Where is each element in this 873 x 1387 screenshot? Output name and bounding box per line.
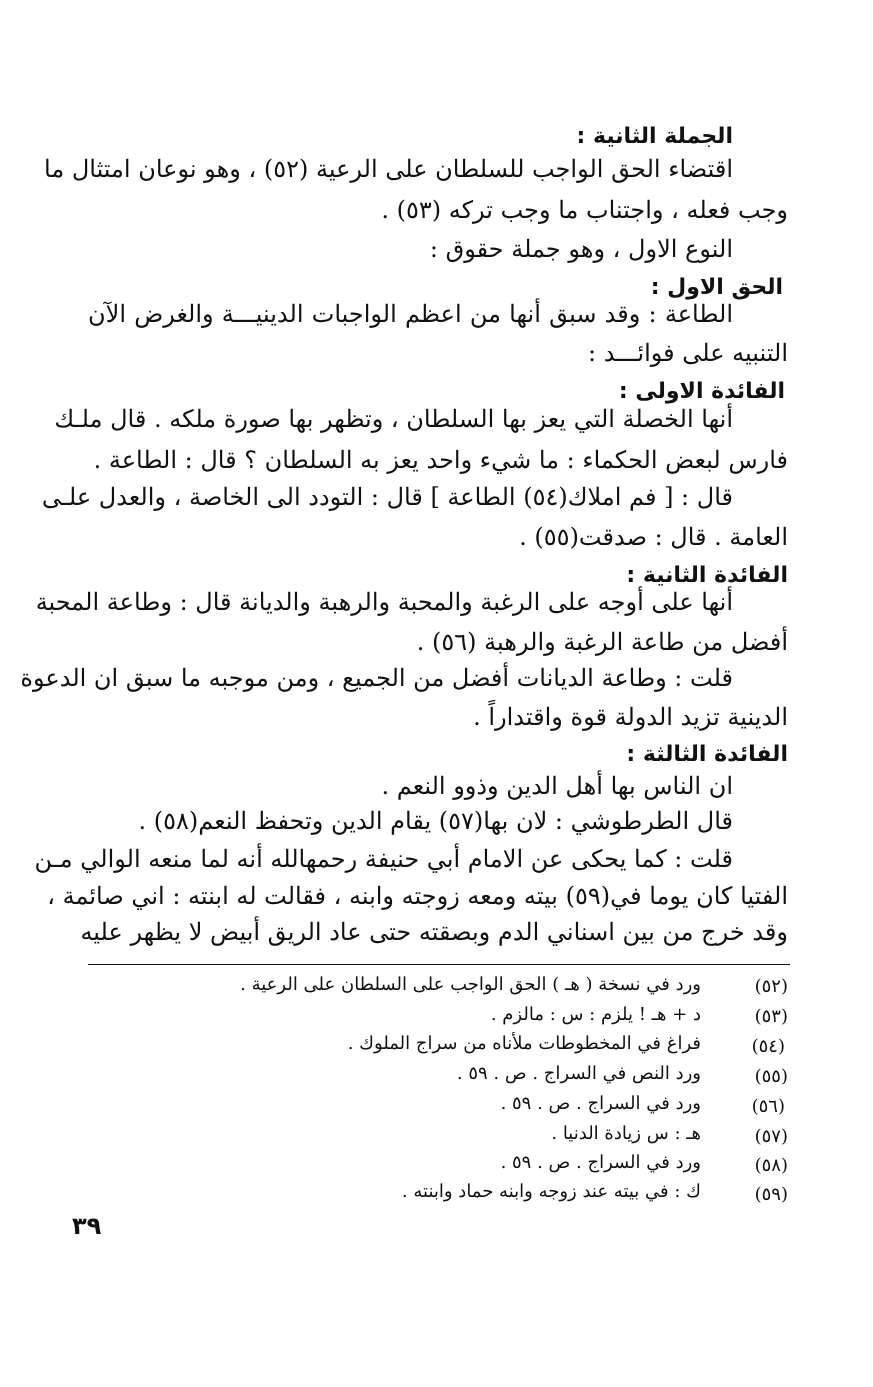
text-line: وقد خرج من بين اسناني الدم وبصقته حتى عاد الريق أبيض لا يظهر عليه (80, 918, 788, 946)
footnote-text: فراغ في المخطوطات ملأناه من سراج الملوك . (347, 1033, 701, 1054)
section-heading: الفائدة الثانية : (626, 563, 788, 588)
footnote-number: (٥٩) (754, 1184, 788, 1205)
footnote-text: ورد في نسخة ( هـ ) الحق الواجب على السلطان على الرعية . (240, 974, 701, 995)
text-line: قال : [ فم املاك(٥٤) الطاعة ] قال : التودد الى الخاصة ، والعدل علـى (41, 483, 733, 511)
text-line: قلت : وطاعة الديانات أفضل من الجميع ، ومن موجبه ما سبق ان الدعوة (20, 664, 733, 692)
text-line: العامة . قال : صدقت(٥٥) . (519, 523, 788, 551)
text-line: النوع الاول ، وهو جملة حقوق : (429, 235, 733, 263)
footnote-text: ورد في السراج . ص . ٥٩ . (500, 1152, 701, 1173)
footnote-text: ك : في بيته عند زوجه وابنه حماد وابنته . (401, 1181, 701, 1202)
footnote-number: (٥٨) (754, 1155, 788, 1176)
text-line: أنها الخصلة التي يعز بها السلطان ، وتظهر بها صورة ملكه . قال ملـك (54, 405, 733, 433)
section-heading: الحق الاول : (650, 275, 783, 300)
text-line: وجب فعله ، واجتناب ما وجب تركه (٥٣) . (381, 196, 788, 224)
footnote-number: (٥٣) (754, 1006, 788, 1027)
footnote-number: (٥٧) (754, 1126, 788, 1147)
text-line: أفضل من طاعة الرغبة والرهبة (٥٦) . (416, 628, 788, 656)
footnote-text: هـ : س زيادة الدنيا . (551, 1123, 701, 1144)
text-line: اقتضاء الحق الواجب للسلطان على الرعية (٥٢) ، وهو نوعان امتثال ما (44, 155, 733, 183)
footnote-text: د + هـ ! يلزم : س : مالزم . (490, 1004, 701, 1025)
text-line: الطاعة : وقد سبق أنها من اعظم الواجبات الدينيـــة والغرض الآن (88, 300, 733, 328)
text-line: ان الناس بها أهل الدين وذوو النعم . (381, 772, 733, 800)
text-line: قلت : كما يحكى عن الامام أبي حنيفة رحمهالله أنه لما منعه الوالي مـن (34, 845, 733, 873)
section-heading: الفائدة الثالثة : (626, 742, 788, 767)
footnote-number: (٥٥) (754, 1066, 788, 1087)
footnote-number: (٥٢) (754, 976, 788, 997)
section-heading: الجملة الثانية : (576, 124, 733, 149)
section-heading: الفائدة الاولى : (618, 379, 785, 404)
footnote-text: ورد في السراج . ص . ٥٩ . (500, 1093, 701, 1114)
footnote-number: (٥٤) (751, 1036, 785, 1057)
text-line: قال الطرطوشي : لان بها(٥٧) يقام الدين وتحفظ النعم(٥٨) . (138, 807, 733, 835)
footnote-number: (٥٦) (751, 1096, 785, 1117)
text-line: الفتيا كان يوما في(٥٩) بيته ومعه زوجته وابنه ، فقالت له ابنته : اني صائمة ، (47, 882, 788, 910)
footnote-text: ورد النص في السراج . ص . ٥٩ . (456, 1063, 701, 1084)
text-line: الدينية تزيد الدولة قوة واقتداراً . (473, 703, 788, 731)
footnote-separator (88, 964, 790, 965)
text-line: التنبيه على فوائـــد : (588, 339, 788, 367)
page-number: ٣٩ (72, 1212, 102, 1240)
text-line: أنها على أوجه على الرغبة والمحبة والرهبة والديانة قال : وطاعة المحبة (35, 588, 733, 616)
text-line: فارس لبعض الحكماء : ما شيء واحد يعز به السلطان ؟ قال : الطاعة . (93, 446, 788, 474)
